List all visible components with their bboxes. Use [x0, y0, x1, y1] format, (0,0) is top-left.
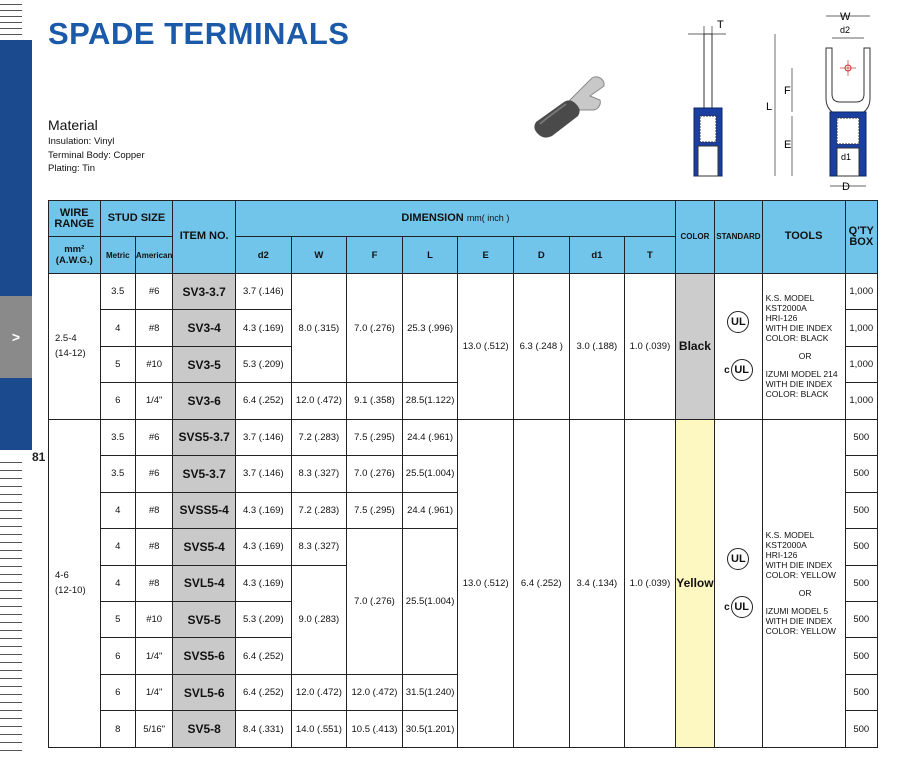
metric-cell: 4 [100, 529, 135, 565]
tools-line: WITH DIE INDEX [765, 560, 833, 571]
d2-cell: 4.3 (.169) [236, 565, 292, 601]
diagram-label-E: E [784, 139, 792, 151]
wire-range-mm2: 4-6 [55, 570, 69, 582]
metric-cell: 5 [100, 346, 135, 382]
d2-cell: 6.4 (.252) [236, 383, 292, 419]
F-cell: 7.0 (.276) [347, 456, 403, 492]
diagram-label-W: W [840, 11, 851, 23]
qty-cell: 500 [845, 638, 877, 674]
W-cell: 7.2 (.283) [291, 492, 347, 528]
item-cell: SV3-6 [173, 383, 236, 419]
L-cell: 24.4 (.961) [402, 492, 458, 528]
F-cell: 9.1 (.358) [347, 383, 403, 419]
item-cell: SV5-5 [173, 601, 236, 637]
header-mm2-awg [49, 237, 101, 273]
qty-cell: 500 [845, 601, 877, 637]
W-cell: 7.2 (.283) [291, 419, 347, 455]
tools-or: OR [798, 351, 812, 362]
qty-cell: 500 [845, 456, 877, 492]
tools-line: IZUMI MODEL 214 [765, 369, 838, 380]
d2-cell: 4.3 (.169) [236, 492, 292, 528]
W-cell: 8.3 (.327) [291, 456, 347, 492]
d2-cell: 3.7 (.146) [236, 273, 292, 309]
tools-line: IZUMI MODEL 5 [765, 606, 829, 617]
header-tools: TOOLS [762, 201, 845, 274]
tools-line: WITH DIE INDEX [765, 323, 833, 334]
L-cell: 25.5(1.004) [402, 456, 458, 492]
american-cell: 1/4" [135, 674, 172, 710]
diagram-label-d1: d1 [841, 152, 852, 162]
D-cell: 6.3 (.248 ) [513, 273, 569, 419]
header-F: F [347, 237, 403, 273]
W-cell: 8.0 (.315) [291, 273, 347, 382]
header-wire-range: WIRE RANGE [49, 201, 101, 237]
E-cell: 13.0 (.512) [458, 273, 514, 419]
L-cell: 25.5(1.004) [402, 529, 458, 675]
T-cell: 1.0 (.039) [625, 419, 676, 747]
L-cell: 31.5(1.240) [402, 674, 458, 710]
american-cell: #8 [135, 310, 172, 346]
qty-cell: 1,000 [845, 273, 877, 309]
wire-range-cell [49, 273, 101, 419]
header-metric: Metric [100, 237, 135, 273]
L-cell: 24.4 (.961) [402, 419, 458, 455]
F-cell: 7.0 (.276) [347, 529, 403, 675]
item-cell: SVL5-6 [173, 674, 236, 710]
american-cell: #6 [135, 456, 172, 492]
spec-table [48, 200, 878, 748]
F-cell: 12.0 (.472) [347, 674, 403, 710]
tools-line: HRI-126 [765, 313, 798, 324]
diagram-label-T: T [717, 19, 724, 31]
tools-cell [762, 419, 845, 747]
header-E: E [458, 237, 514, 273]
tools-line: COLOR: BLACK [765, 333, 829, 344]
qty-cell: 1,000 [845, 346, 877, 382]
metric-cell: 5 [100, 601, 135, 637]
item-cell: SV5-3.7 [173, 456, 236, 492]
d2-cell: 4.3 (.169) [236, 310, 292, 346]
E-cell: 13.0 (.512) [458, 419, 514, 747]
W-cell: 9.0 (.283) [291, 565, 347, 674]
header-stud-size: STUD SIZE [100, 201, 173, 237]
qty-cell: 500 [845, 529, 877, 565]
diagram-label-D: D [842, 181, 850, 193]
spade-terminal-photo [530, 66, 620, 144]
T-cell: 1.0 (.039) [625, 273, 676, 419]
d2-cell: 6.4 (.252) [236, 638, 292, 674]
header-american: American [135, 237, 172, 273]
F-cell: 10.5 (.413) [347, 711, 403, 748]
metric-cell: 6 [100, 638, 135, 674]
american-cell: 5/16" [135, 711, 172, 748]
wire-range-cell [49, 419, 101, 747]
standard-cell [715, 419, 763, 747]
qty-cell: 500 [845, 419, 877, 455]
item-cell: SV3-4 [173, 310, 236, 346]
diagram-label-L: L [766, 101, 773, 113]
item-cell: SV3-3.7 [173, 273, 236, 309]
american-cell: #8 [135, 565, 172, 601]
metric-cell: 4 [100, 310, 135, 346]
tools-line: COLOR: YELLOW [765, 570, 836, 581]
header-L: L [402, 237, 458, 273]
color-cell: Yellow [675, 419, 714, 747]
tools-line: HRI-126 [765, 550, 798, 561]
diagram-label-F: F [784, 85, 791, 97]
tools-or: OR [798, 588, 812, 599]
american-cell: #8 [135, 529, 172, 565]
tools-line: WITH DIE INDEX [765, 616, 833, 627]
header-mm2: mm² [64, 244, 85, 256]
cul-listed-icon: UL [731, 596, 753, 618]
F-cell: 7.0 (.276) [347, 273, 403, 382]
qty-cell: 500 [845, 674, 877, 710]
qty-cell: 1,000 [845, 383, 877, 419]
item-cell: SVS5-6 [173, 638, 236, 674]
tools-line: K.S. MODEL [765, 530, 815, 541]
d2-cell: 5.3 (.209) [236, 346, 292, 382]
header-standard: STANDARD [715, 201, 763, 274]
metric-cell: 6 [100, 674, 135, 710]
material-insulation: Insulation: Vinyl [48, 136, 115, 147]
tools-line: KST2000A [765, 540, 807, 551]
item-cell: SVS5-3.7 [173, 419, 236, 455]
color-cell: Black [675, 273, 714, 419]
american-cell: 1/4" [135, 638, 172, 674]
metric-cell: 3.5 [100, 456, 135, 492]
D-cell: 6.4 (.252) [513, 419, 569, 747]
header-T: T [625, 237, 676, 273]
american-cell: 1/4" [135, 383, 172, 419]
metric-cell: 4 [100, 565, 135, 601]
american-cell: #8 [135, 492, 172, 528]
metric-cell: 4 [100, 492, 135, 528]
L-cell: 25.3 (.996) [402, 273, 458, 382]
diagram-label-d2: d2 [840, 25, 851, 35]
ul-c-mark: c [724, 602, 730, 614]
d2-cell: 6.4 (.252) [236, 674, 292, 710]
dimension-diagram [660, 8, 900, 198]
material-heading: Material [48, 117, 98, 133]
d2-cell: 3.7 (.146) [236, 419, 292, 455]
tools-line: COLOR: BLACK [765, 389, 829, 400]
W-cell: 8.3 (.327) [291, 529, 347, 565]
d1-cell: 3.4 (.134) [569, 419, 625, 747]
header-W: W [291, 237, 347, 273]
header-dimension-label: DIMENSION [401, 212, 464, 225]
american-cell: #6 [135, 419, 172, 455]
item-cell: SV3-5 [173, 346, 236, 382]
d2-cell: 3.7 (.146) [236, 456, 292, 492]
header-dimension-unit: mm( inch ) [466, 213, 510, 224]
W-cell: 14.0 (.551) [291, 711, 347, 748]
sidebar-band [0, 40, 32, 450]
material-body: Terminal Body: Copper [48, 149, 145, 161]
header-D: D [513, 237, 569, 273]
tools-line: K.S. MODEL [765, 293, 815, 304]
american-cell: #10 [135, 346, 172, 382]
item-cell: SVS5-4 [173, 529, 236, 565]
page-title: SPADE TERMINALS [48, 16, 350, 51]
wire-range-mm2: 2.5-4 [55, 333, 77, 345]
W-cell: 12.0 (.472) [291, 674, 347, 710]
header-color: COLOR [675, 201, 714, 274]
L-cell: 28.5(1.122) [402, 383, 458, 419]
L-cell: 30.5(1.201) [402, 711, 458, 748]
metric-cell: 3.5 [100, 273, 135, 309]
header-qty: Q'TY BOX [845, 201, 877, 274]
ul-listed-icon: UL [727, 548, 749, 570]
table-row [49, 273, 878, 309]
tools-line: KST2000A [765, 303, 807, 314]
F-cell: 7.5 (.295) [347, 492, 403, 528]
d2-cell: 5.3 (.209) [236, 601, 292, 637]
d2-cell: 8.4 (.331) [236, 711, 292, 748]
qty-cell: 500 [845, 711, 877, 748]
section-tab-label: > [11, 329, 21, 345]
header-dimension [236, 201, 676, 237]
metric-cell: 6 [100, 383, 135, 419]
page-number: 81 [32, 450, 46, 464]
ul-c-mark: c [724, 365, 730, 377]
item-cell: SV5-8 [173, 711, 236, 748]
ul-listed-icon: UL [727, 311, 749, 333]
wire-range-awg: (14-12) [55, 348, 86, 360]
metric-cell: 3.5 [100, 419, 135, 455]
d2-cell: 4.3 (.169) [236, 529, 292, 565]
standard-cell [715, 273, 763, 419]
material-plating: Plating: Tin [48, 163, 95, 174]
header-d1: d1 [569, 237, 625, 273]
metric-cell: 8 [100, 711, 135, 748]
header-awg: (A.W.G.) [55, 255, 93, 267]
qty-cell: 500 [845, 565, 877, 601]
qty-cell: 1,000 [845, 310, 877, 346]
american-cell: #6 [135, 273, 172, 309]
F-cell: 7.5 (.295) [347, 419, 403, 455]
section-tab[interactable] [0, 296, 32, 378]
header-item-no: ITEM NO. [173, 201, 236, 274]
tools-cell [762, 273, 845, 419]
cul-listed-icon: UL [731, 359, 753, 381]
item-cell: SVSS5-4 [173, 492, 236, 528]
wire-range-awg: (12-10) [55, 585, 86, 597]
header-d2: d2 [236, 237, 292, 273]
qty-cell: 500 [845, 492, 877, 528]
tools-line: COLOR: YELLOW [765, 626, 836, 637]
W-cell: 12.0 (.472) [291, 383, 347, 419]
d1-cell: 3.0 (.188) [569, 273, 625, 419]
material-section [48, 117, 145, 176]
tools-line: WITH DIE INDEX [765, 379, 833, 390]
american-cell: #10 [135, 601, 172, 637]
item-cell: SVL5-4 [173, 565, 236, 601]
table-row [49, 419, 878, 455]
